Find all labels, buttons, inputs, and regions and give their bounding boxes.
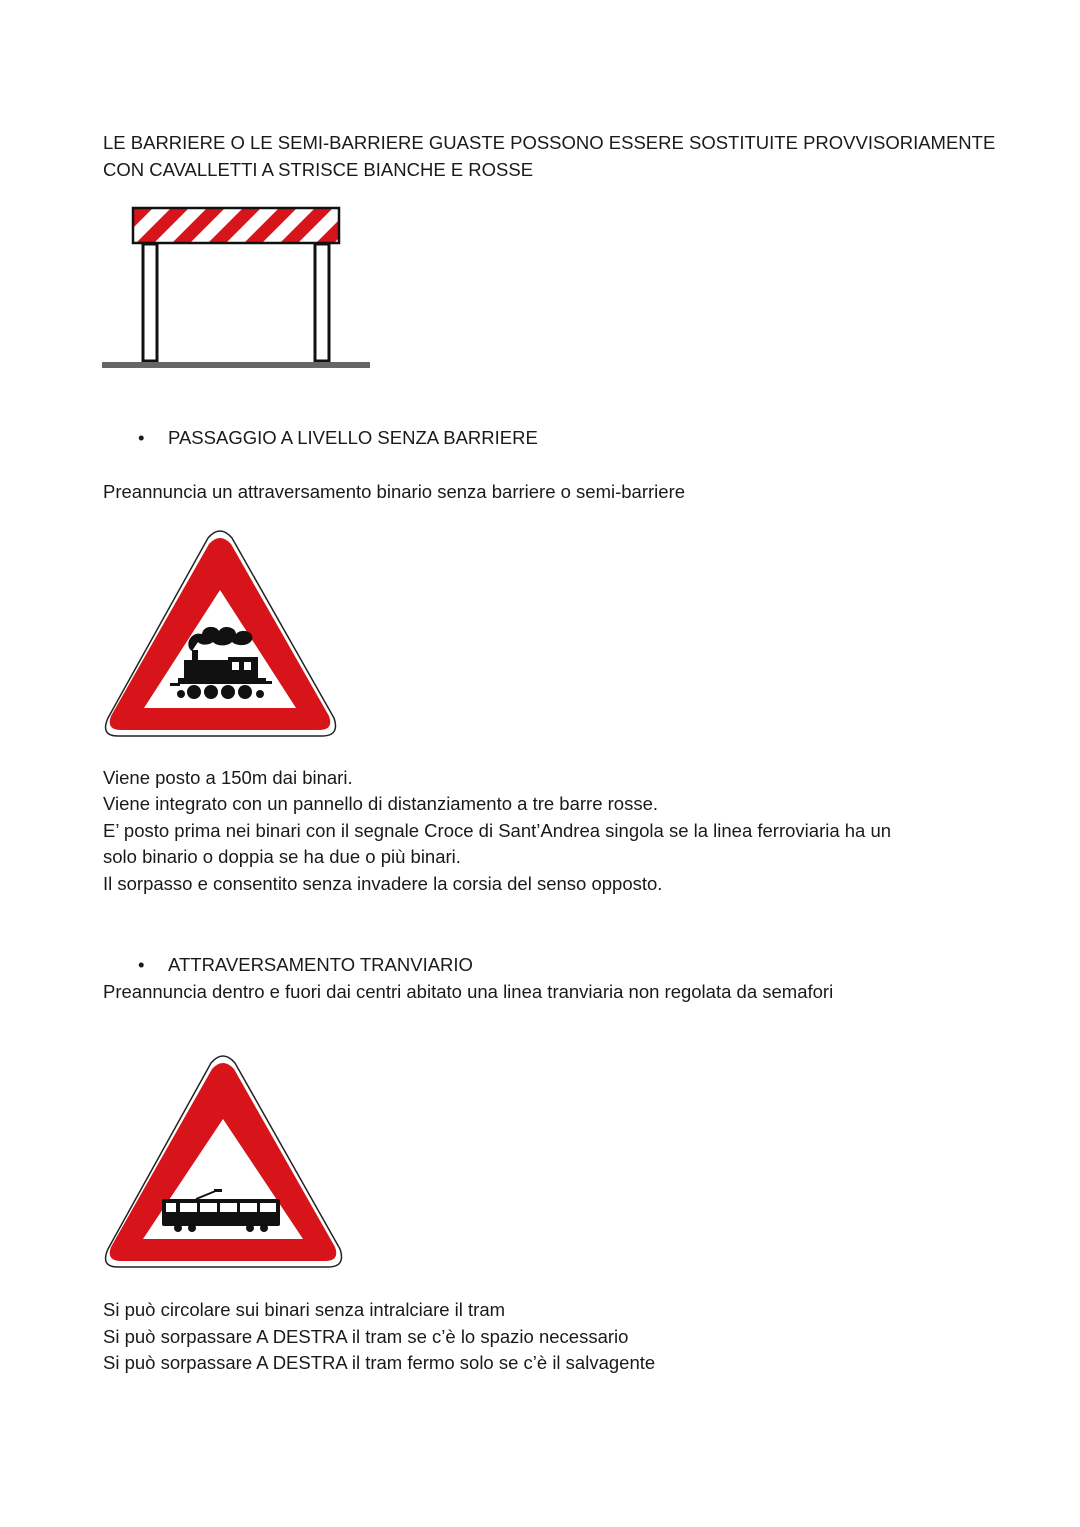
intro-line-1: LE BARRIERE O LE SEMI-BARRIERE GUASTE POSSONO ESSERE SOSTITUITE PROVVISORIAMENTE [103,132,996,153]
section1-description: Preannuncia un attraversamento binario senza barriere o semi-barriere [103,481,686,502]
section1-note-3: E’ posto prima nei binari con il segnale Croce di Sant’Andrea singola se la linea ferroviaria ha un [103,820,892,841]
section1-note-1: Viene posto a 150m dai binari. [103,767,353,788]
intro-line-2: CON CAVALLETTI A STRISCE BIANCHE E ROSSE [103,159,534,180]
section1-bullet: • [138,427,145,448]
level-crossing-sign [100,528,342,740]
barrier-sawhorse-illustration [100,205,375,373]
section1-title: PASSAGGIO A LIVELLO SENZA BARRIERE [168,427,538,448]
section2-note-1: Si può circolare sui binari senza intralciare il tram [103,1299,506,1320]
section1-note-2: Viene integrato con un pannello di distanziamento a tre barre rosse. [103,793,659,814]
section1-note-4: solo binario o doppia se ha due o più binari. [103,846,461,867]
section2-bullet: • [138,954,145,975]
section2-note-3: Si può sorpassare A DESTRA il tram fermo solo se c’è il salvagente [103,1352,656,1373]
section2-description: Preannuncia dentro e fuori dai centri abitato una linea tranviaria non regolata da semafori [103,981,834,1002]
section2-title: ATTRAVERSAMENTO TRANVIARIO [168,954,473,975]
section1-note-5: Il sorpasso e consentito senza invadere la corsia del senso opposto. [103,873,663,894]
section2-note-2: Si può sorpassare A DESTRA il tram se c’è lo spazio necessario [103,1326,629,1347]
tram-crossing-sign [100,1053,348,1273]
